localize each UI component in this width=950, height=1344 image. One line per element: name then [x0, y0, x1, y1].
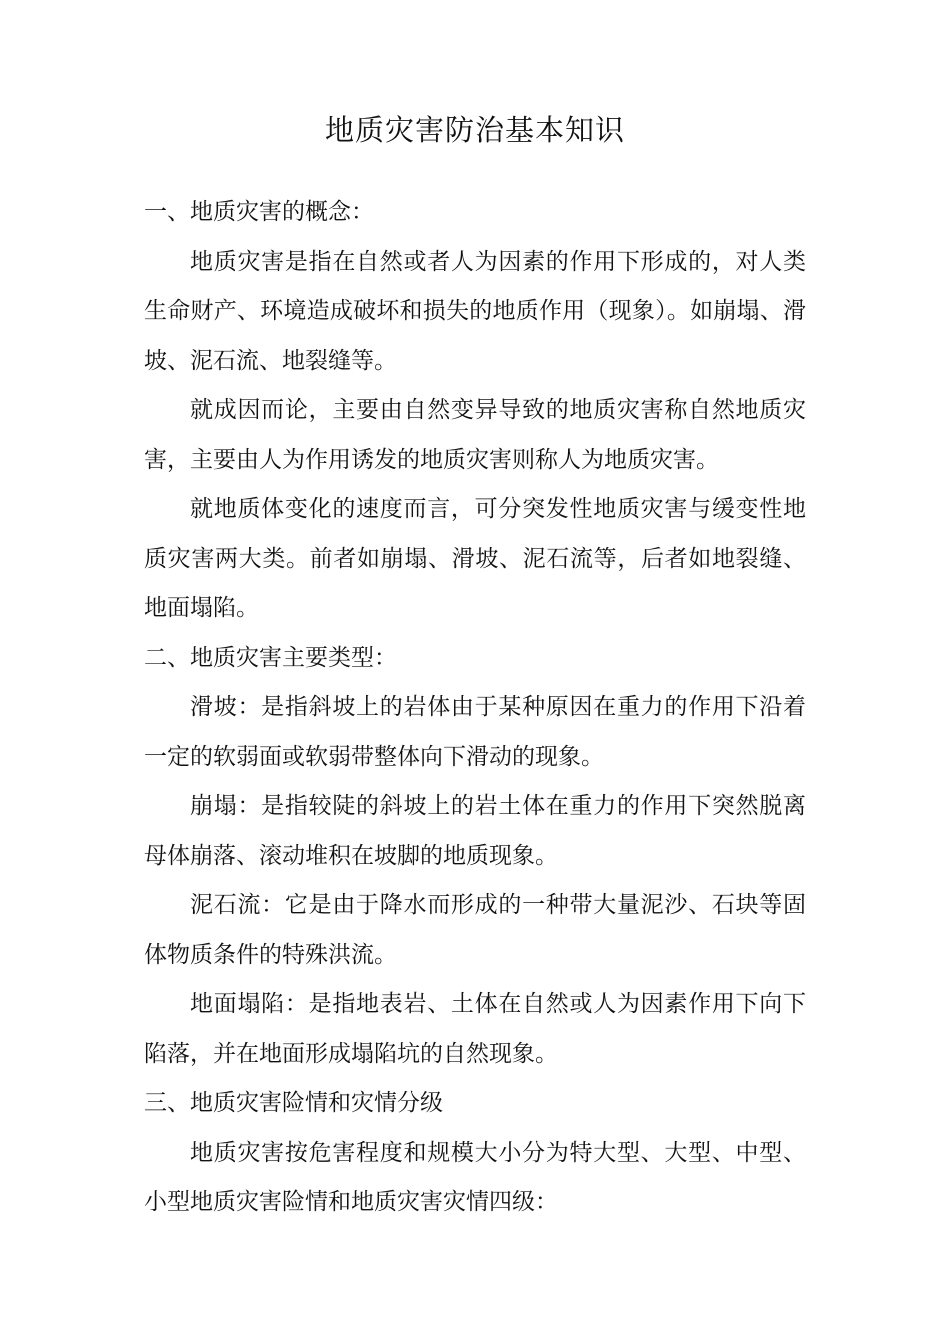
paragraph-cause-classification: 就成因而论，主要由自然变异导致的地质灾害称自然地质灾害，主要由人为作用诱发的地质灾害则称人为地质灾害。: [144, 397, 806, 473]
page-title: 地质灾害防治基本知识: [324, 113, 625, 147]
paragraph-collapse: 崩塌：是指较陡的斜坡上的岩土体在重力的作用下突然脱离母体崩落、滚动堆积在坡脚的地质现象。: [144, 793, 806, 869]
paragraph-debris-flow: 泥石流：它是由于降水而形成的一种带大量泥沙、石块等固体物质条件的特殊洪流。: [144, 892, 806, 968]
section-heading-types: 二、地质灾害主要类型：: [144, 644, 397, 671]
paragraph-speed-classification: 就地质体变化的速度而言，可分突发性地质灾害与缓变性地质灾害两大类。前者如崩塌、滑坡、泥石流等，后者如地裂缝、地面塌陷。: [144, 496, 806, 621]
paragraph-grading: 地质灾害按危害程度和规模大小分为特大型、大型、中型、小型地质灾害险情和地质灾害灾情四级：: [144, 1139, 806, 1215]
paragraph-landslide: 滑坡：是指斜坡上的岩体由于某种原因在重力的作用下沿着一定的软弱面或软弱带整体向下滑动的现象。: [144, 694, 806, 770]
document-body: [144, 188, 806, 1228]
paragraph-ground-subsidence: 地面塌陷：是指地表岩、土体在自然或人为因素作用下向下陷落，并在地面形成塌陷坑的自然现象。: [144, 991, 806, 1067]
paragraph-definition: 地质灾害是指在自然或者人为因素的作用下形成的，对人类生命财产、环境造成破坏和损失的地质作用（现象）。如崩塌、滑坡、泥石流、地裂缝等。: [144, 248, 806, 374]
section-heading-concept: 一、地质灾害的概念：: [144, 199, 374, 225]
section-heading-grading: 三、地质灾害险情和灾情分级: [144, 1090, 443, 1116]
